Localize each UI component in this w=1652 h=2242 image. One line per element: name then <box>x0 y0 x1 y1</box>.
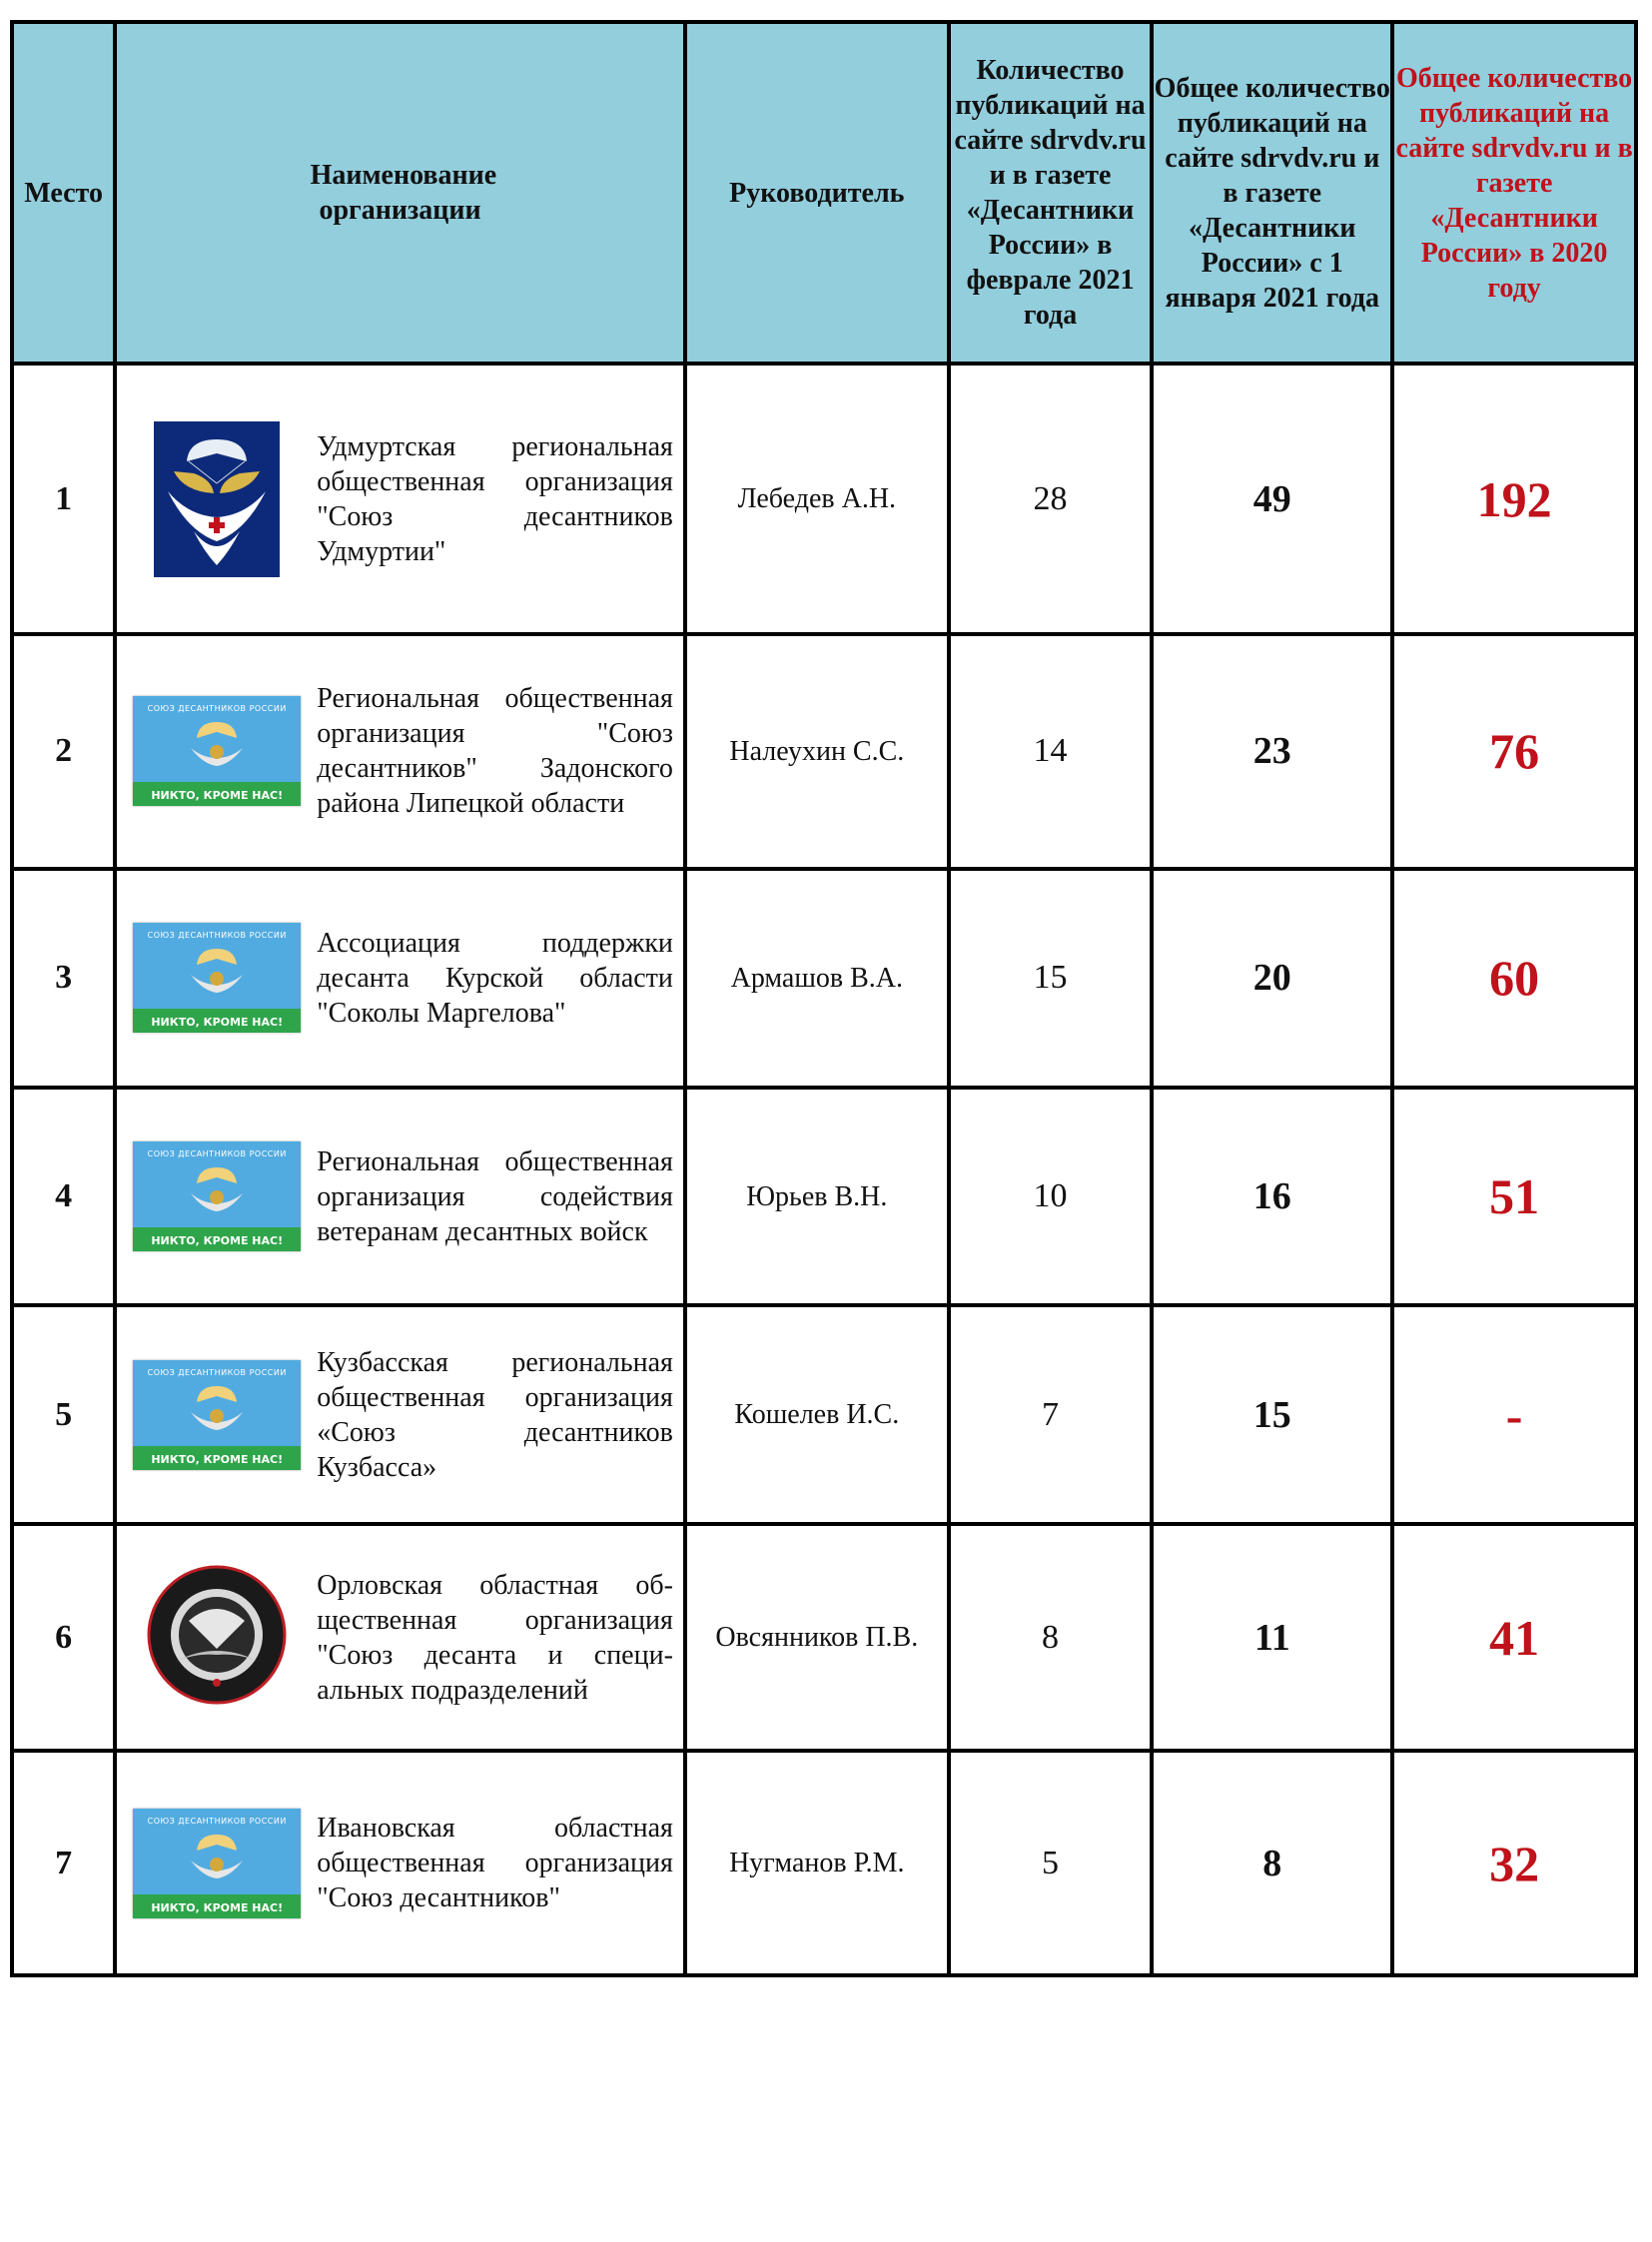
count-2020-cell: - <box>1392 1305 1636 1524</box>
count-2020-cell: 192 <box>1392 364 1636 634</box>
total-count-cell: 15 <box>1152 1305 1392 1524</box>
table-row <box>12 1088 1636 1306</box>
logo-slot <box>117 1141 317 1251</box>
total-count-cell: 8 <box>1152 1751 1392 1975</box>
header-row <box>12 22 1636 364</box>
table-row <box>12 1305 1636 1524</box>
flag-arc-text: СОЮЗ ДЕСАНТНИКОВ РОССИИ <box>147 704 287 714</box>
logo-slot <box>117 421 317 577</box>
header-feb: Количество публикаций на сайте sdrvdv.ru и в газете «Десантники России» в феврале 2021 года <box>949 22 1153 364</box>
leader-cell: Нугманов Р.М. <box>685 1751 949 1975</box>
header-2020-text: Общее количество публикаций на сайте sdrvdv.ru и в газете «Десантники России» в 2020 году <box>1395 62 1633 304</box>
flag-motto: НИКТО, КРОМЕ НАС! <box>151 1016 284 1030</box>
total-count-cell: 23 <box>1152 634 1392 869</box>
header-2020 <box>1392 22 1636 364</box>
flag-motto: НИКТО, КРОМЕ НАС! <box>151 789 284 803</box>
leader-cell: Кошелев И.С. <box>685 1305 949 1524</box>
feb-count-cell: 28 <box>949 364 1153 634</box>
airborne-flag-icon <box>133 1141 301 1251</box>
table-row <box>12 1524 1636 1751</box>
org-cell <box>115 1751 685 1975</box>
org-name: Ассоциация поддержки десанта Курской области "Соколы Маргелова" <box>317 927 673 1029</box>
flag-arc-text: СОЮЗ ДЕСАНТНИКОВ РОССИИ <box>147 1367 287 1377</box>
flag-arc-text: СОЮЗ ДЕСАНТНИКОВ РОССИИ <box>147 1816 287 1826</box>
place-cell: 1 <box>12 364 115 634</box>
org-cell <box>115 1088 685 1306</box>
count-2020-cell: 51 <box>1392 1088 1636 1306</box>
leader-cell: Армашов В.А. <box>685 869 949 1088</box>
count-2020-cell: 32 <box>1392 1751 1636 1975</box>
total-count-cell: 11 <box>1152 1524 1392 1751</box>
org-name: Региональная общественная организация "Союз десантников" Задонского района Липецкой области <box>317 683 673 820</box>
header-org <box>115 22 685 364</box>
logo-slot <box>117 1809 317 1918</box>
total-count-cell: 20 <box>1152 869 1392 1088</box>
udmurtia-emblem-icon <box>154 421 280 577</box>
logo-slot <box>117 696 317 806</box>
airborne-flag-icon <box>133 696 301 806</box>
total-count-cell: 16 <box>1152 1088 1392 1306</box>
feb-count-cell: 10 <box>949 1088 1153 1306</box>
org-cell <box>115 1305 685 1524</box>
leader-cell: Лебедев А.Н. <box>685 364 949 634</box>
flag-arc-text: СОЮЗ ДЕСАНТНИКОВ РОССИИ <box>147 1149 287 1159</box>
count-2020-cell: 76 <box>1392 634 1636 869</box>
count-2020-cell: 41 <box>1392 1524 1636 1751</box>
org-name: Региональная общественная организация содействия ветеранам десантных войск <box>317 1145 673 1247</box>
feb-count-cell: 15 <box>949 869 1153 1088</box>
org-name: Кузбасская региональная общественная организация «Союз десантников Кузбасса» <box>317 1346 673 1483</box>
header-total: Общее количество публикаций на сайте sdrvdv.ru и в газете «Десантники России» с 1 января 2021 года <box>1152 22 1392 364</box>
table-row <box>12 634 1636 869</box>
airborne-flag-icon <box>133 1809 301 1918</box>
logo-slot <box>117 1565 317 1710</box>
place-cell: 4 <box>12 1088 115 1306</box>
place-cell: 7 <box>12 1751 115 1975</box>
table-row <box>12 869 1636 1088</box>
feb-count-cell: 8 <box>949 1524 1153 1751</box>
place-cell: 5 <box>12 1305 115 1524</box>
header-leader: Руководитель <box>685 22 949 364</box>
org-cell <box>115 1524 685 1751</box>
org-cell <box>115 634 685 869</box>
logo-slot <box>117 923 317 1033</box>
table-row <box>12 1751 1636 1975</box>
flag-motto: НИКТО, КРОМЕ НАС! <box>151 1234 284 1248</box>
total-count-cell: 49 <box>1152 364 1392 634</box>
flag-motto: НИКТО, КРОМЕ НАС! <box>151 1900 284 1914</box>
table-row <box>12 364 1636 634</box>
airborne-flag-icon <box>133 923 301 1033</box>
leader-cell: Овсянников П.В. <box>685 1524 949 1751</box>
rating-table <box>10 20 1638 1977</box>
place-cell: 6 <box>12 1524 115 1751</box>
orel-badge-icon <box>147 1565 287 1710</box>
leader-cell: Налеухин С.С. <box>685 634 949 869</box>
count-2020-cell: 60 <box>1392 869 1636 1088</box>
feb-count-cell: 14 <box>949 634 1153 869</box>
place-cell: 2 <box>12 634 115 869</box>
flag-arc-text: СОЮЗ ДЕСАНТНИКОВ РОССИИ <box>147 931 287 941</box>
org-cell <box>115 869 685 1088</box>
org-name: Удмуртская региональная общественная организация "Союз десантников Удмуртии" <box>317 430 673 567</box>
flag-motto: НИКТО, КРОМЕ НАС! <box>151 1452 284 1466</box>
airborne-flag-icon <box>133 1360 301 1470</box>
org-name: Ивановская областная общественная организация "Союз десантников" <box>317 1813 673 1914</box>
header-place: Место <box>12 22 115 364</box>
logo-slot <box>117 1360 317 1470</box>
org-cell <box>115 364 685 634</box>
org-name: Орловская областная общественная организация "Союз десанта и специальных подразделений <box>317 1569 673 1706</box>
feb-count-cell: 7 <box>949 1305 1153 1524</box>
place-cell: 3 <box>12 869 115 1088</box>
header-org-text: Наименование организации <box>310 160 497 226</box>
feb-count-cell: 5 <box>949 1751 1153 1975</box>
leader-cell: Юрьев В.Н. <box>685 1088 949 1306</box>
